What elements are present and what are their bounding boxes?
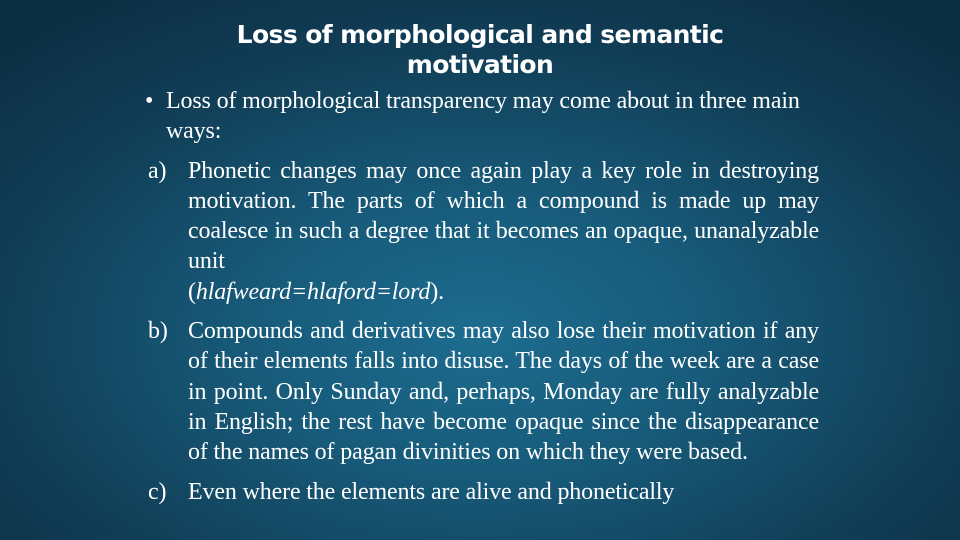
example-close-paren: ). bbox=[430, 278, 444, 305]
slide-title-line-1: Loss of morphological and semantic bbox=[236, 20, 724, 49]
list-item-a-text: Phonetic changes may once again play a key role in destroying motivation. The parts of which a compound is made up may coalesce in such a degree that it becomes an opaque, unanalyzable unit bbox=[188, 157, 819, 275]
list-item-c bbox=[143, 477, 819, 507]
ways-list bbox=[143, 156, 823, 507]
slide-title-line-2: motivation bbox=[406, 50, 554, 79]
bullet-icon: • bbox=[145, 88, 154, 114]
intro-text: Loss of morphological transparency may come about in three main ways: bbox=[166, 88, 800, 145]
example-word-chain: hlafweard=hlaford=lord bbox=[195, 278, 431, 305]
slide-title bbox=[0, 20, 960, 80]
example-open-paren: ( bbox=[188, 278, 196, 305]
list-item-b bbox=[143, 316, 819, 467]
slide-body bbox=[143, 86, 823, 507]
list-item-b-text: Compounds and derivatives may also lose their motivation if any of their elements falls into disuse. The days of the week are a case in point. Only Sunday and, perhaps, Monday are fully analyzable in English; the rest have become opaque since the disappearance of the names of pagan divinities on which they were based. bbox=[188, 318, 819, 466]
list-marker-b: b) bbox=[148, 318, 168, 345]
list-marker-a: a) bbox=[148, 157, 167, 184]
list-marker-c: c) bbox=[148, 478, 167, 505]
list-item-a bbox=[143, 156, 819, 307]
list-item-a-example bbox=[188, 277, 819, 307]
intro-paragraph bbox=[143, 86, 823, 147]
list-item-c-text: Even where the elements are alive and phonetically bbox=[188, 478, 675, 505]
